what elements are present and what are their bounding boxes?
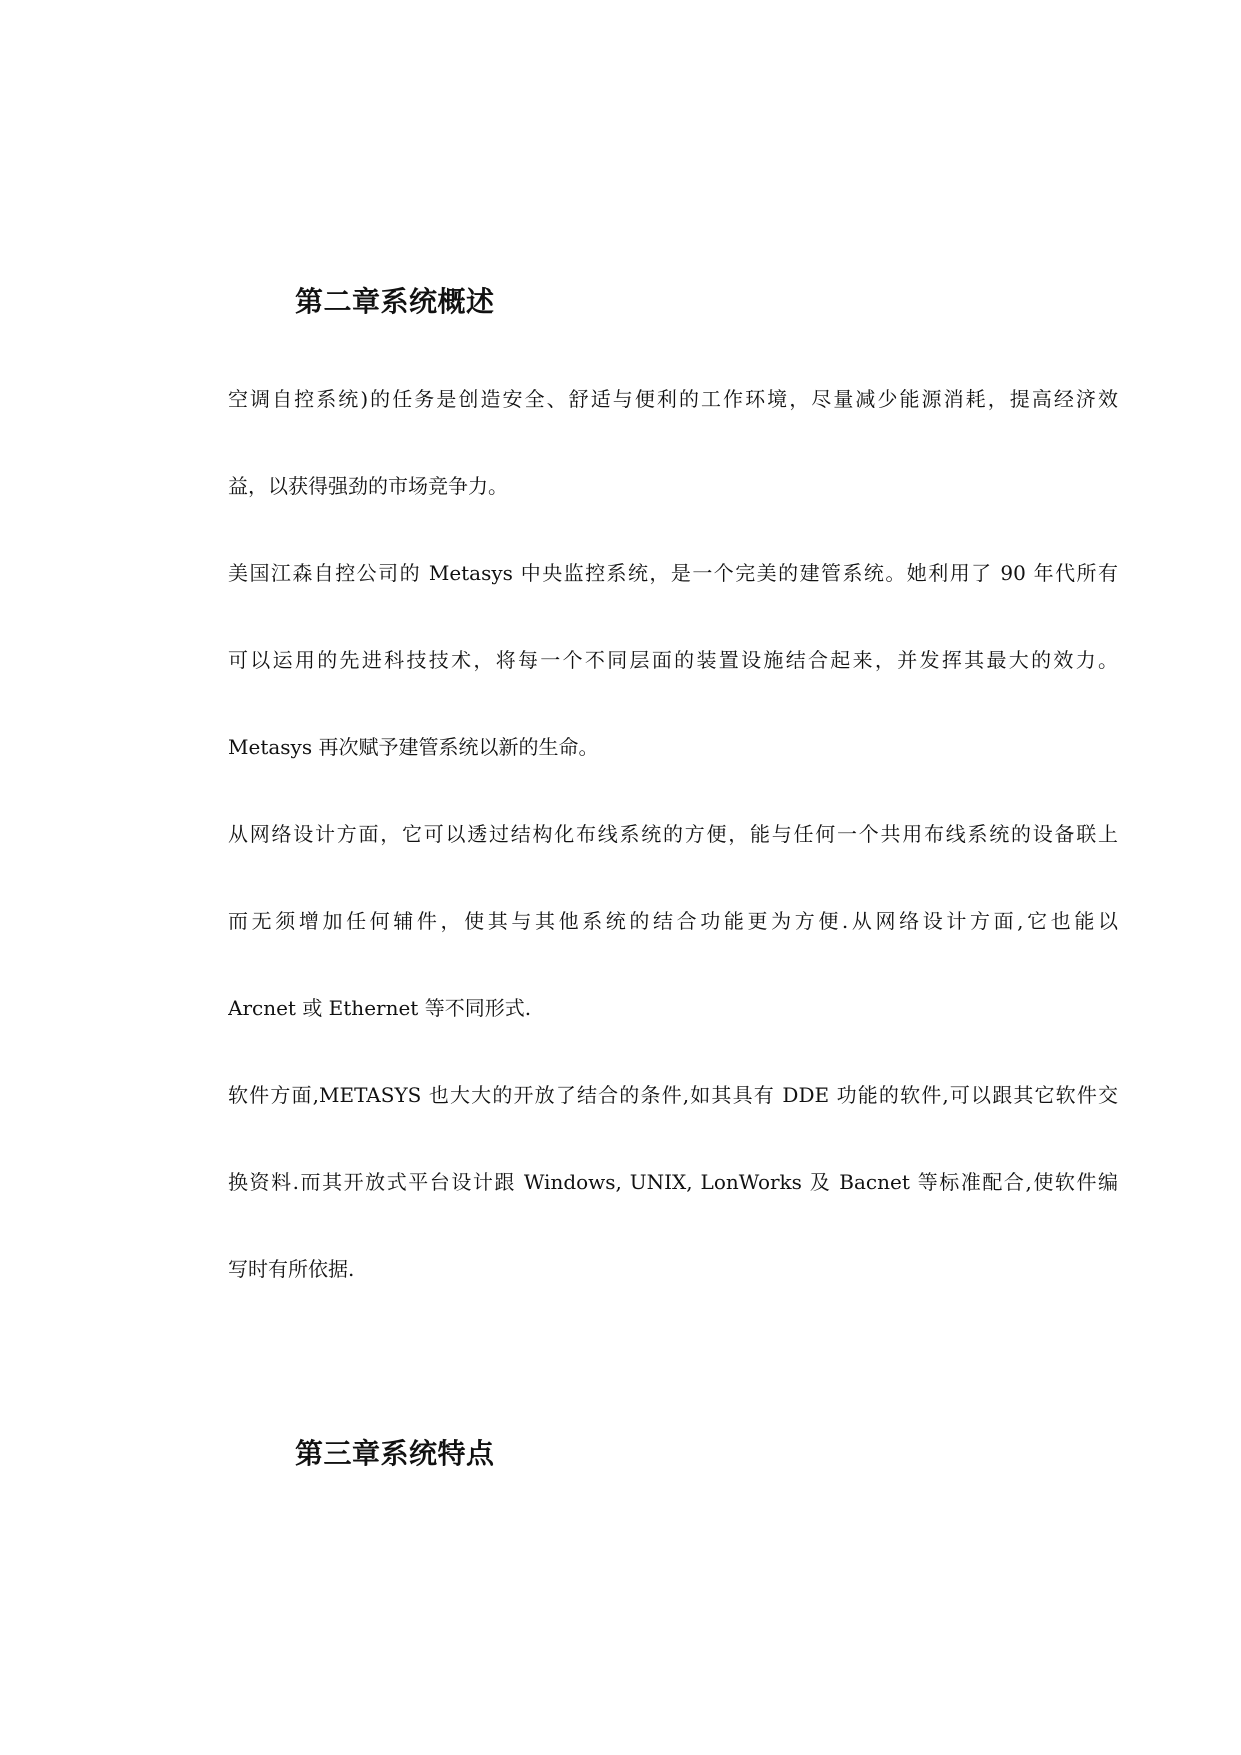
chapter-2-heading: 第二章系统概述 <box>295 285 495 318</box>
chapter-2-line-9: 软件方面,METASYS 也大大的开放了结合的条件,如其具有 DDE 功能的软件,可以跟其它软件交 <box>228 1083 1118 1107</box>
chapter-2-line-7: 而无须增加任何辅件，使其与其他系统的结合功能更为方便.从网络设计方面,它也能以 <box>228 909 1118 933</box>
chapter-2-line-5: Metasys 再次赋予建管系统以新的生命。 <box>228 735 599 759</box>
chapter-2-line-2: 益，以获得强劲的市场竞争力。 <box>228 474 508 498</box>
chapter-2-line-10: 换资料.而其开放式平台设计跟 Windows, UNIX, LonWorks 及 Bacnet 等标准配合,使软件编 <box>228 1170 1118 1194</box>
chapter-3-heading: 第三章系统特点 <box>295 1437 495 1470</box>
chapter-2-line-11: 写时有所依据. <box>228 1257 355 1281</box>
chapter-2-line-3: 美国江森自控公司的 Metasys 中央监控系统，是一个完美的建管系统。她利用了 90 年代所有 <box>228 561 1118 585</box>
chapter-2-line-8: Arcnet 或 Ethernet 等不同形式. <box>228 996 532 1020</box>
chapter-2-line-4: 可以运用的先进科技技术，将每一个不同层面的装置设施结合起来，并发挥其最大的效力。 <box>228 648 1118 672</box>
chapter-2-line-6: 从网络设计方面，它可以透过结构化布线系统的方便，能与任何一个共用布线系统的设备联上 <box>228 822 1118 846</box>
chapter-2-line-1: 空调自控系统)的任务是创造安全、舒适与便利的工作环境，尽量减少能源消耗，提高经济效 <box>228 387 1118 411</box>
